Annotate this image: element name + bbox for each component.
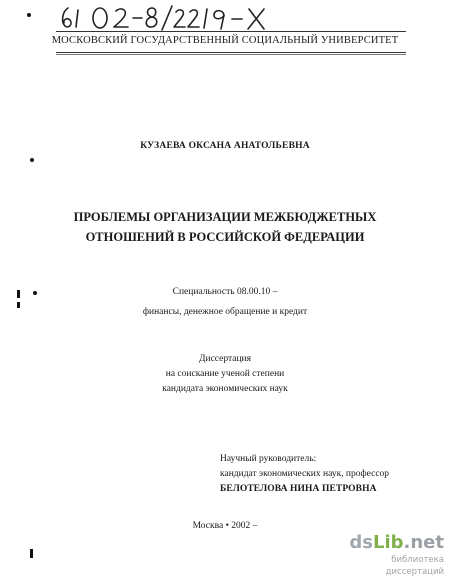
scan-speck [33,291,37,295]
dissertation-line-1: Диссертация [199,354,251,364]
scan-speck [27,13,31,17]
author-name: КУЗАЕВА ОКСАНА АНАТОЛЬЕВНА [140,141,310,151]
specialty-line-2: финансы, денежное обращение и кредит [142,307,308,317]
dissertation-title [0,207,450,247]
title-line-2: ОТНОШЕНИЙ В РОССИЙСКОЙ ФЕДЕРАЦИИ [85,230,365,244]
header-rule-bottom-secondary [56,54,406,55]
dissertation-degree-block [0,352,450,397]
advisor-name: БЕЛОТЕЛОВА НИНА ПЕТРОВНА [220,484,377,494]
title-line-1: ПРОБЛЕМЫ ОРГАНИЗАЦИИ МЕЖБЮДЖЕТНЫХ [73,210,377,224]
advisor-role: Научный руководитель: [220,454,317,464]
watermark-logo-ds: ds [349,532,373,553]
university-name: МОСКОВСКИЙ ГОСУДАРСТВЕННЫЙ СОЦИАЛЬНЫЙ УНИВЕРСИТЕТ [51,35,399,46]
advisor-block [220,452,440,497]
scan-speck [17,302,20,308]
specialty-line-1: Специальность 08.00.10 – [172,287,278,297]
watermark-logo [336,533,444,553]
specialty-block [0,282,450,322]
city-year: Москва • 2002 – [192,521,258,531]
header-rule-top [56,31,406,32]
scan-speck [30,158,34,162]
scan-speck [30,549,33,558]
watermark-subtitle: библиотека диссертаций [385,555,444,577]
watermark-logo-net: .net [403,532,444,553]
dissertation-line-2: на соискание ученой степени [165,369,285,379]
site-watermark [336,533,444,578]
scan-speck [17,290,20,298]
dissertation-line-3: кандидата экономических наук [162,384,288,394]
watermark-logo-lib: Lib [373,532,404,553]
handwritten-archive-code [56,2,346,32]
advisor-degree: кандидат экономических наук, профессор [220,469,390,479]
header-rule-bottom [56,52,406,53]
